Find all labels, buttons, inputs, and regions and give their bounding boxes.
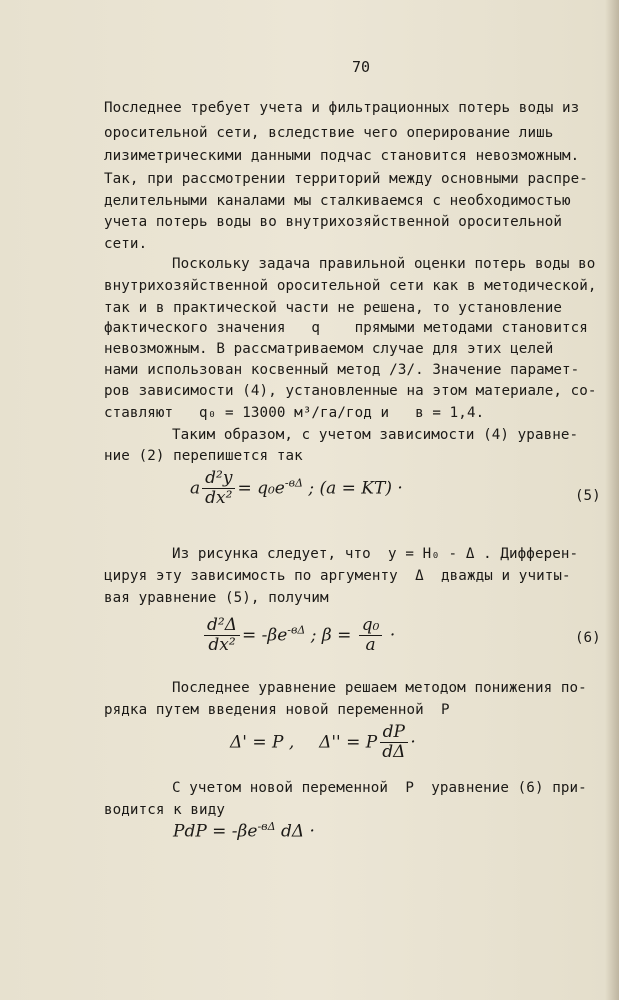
eqfinal-exponent: -вΔ bbox=[257, 820, 276, 833]
eqfinal-lhs: PdP = -βe bbox=[173, 821, 258, 842]
eq6-rhs: = -βe bbox=[241, 625, 288, 646]
eq6-exponent: -вΔ bbox=[287, 623, 306, 637]
text-line: Поскольку задача правильной оценки потерь воды во bbox=[172, 256, 596, 272]
text-line: Последнее требует учета и фильтрационных потерь воды из bbox=[104, 100, 580, 116]
text-line: Так, при рассмотрении территорий между основными распре- bbox=[104, 171, 588, 187]
eqfinal-tail: dΔ · bbox=[280, 821, 315, 842]
page-edge-shadow bbox=[605, 0, 619, 1000]
text-line: ров зависимости (4), установленные на этом материале, со- bbox=[104, 383, 597, 399]
text-line: так и в практической части не решена, то установление bbox=[104, 300, 563, 316]
eq6-tail: · bbox=[389, 625, 396, 646]
eqp-tail: · bbox=[410, 732, 416, 753]
text-line: ние (2) перепишется так bbox=[104, 448, 303, 464]
eq6-mid: ; β = bbox=[310, 625, 352, 646]
text-line: внутрихозяйственной оросительной сети как в методической, bbox=[104, 278, 597, 294]
eq6-denominator: dx² bbox=[208, 634, 236, 655]
text-line: оросительной сети, вследствие чего оперирование лишь bbox=[104, 125, 554, 141]
text-line: Из рисунка следует, что y = H₀ - Δ . Дифферен- bbox=[172, 546, 579, 562]
page-number: 70 bbox=[352, 58, 371, 76]
text-line: учета потерь воды во внутрихозяйственной оросительной bbox=[104, 214, 563, 230]
eq6-fraction bbox=[204, 617, 240, 655]
text-line: цируя эту зависимость по аргументу Δ дважды и учиты- bbox=[104, 568, 571, 584]
text-line: С учетом новой переменной P уравнение (6) при- bbox=[172, 780, 587, 796]
eqp-part-a: Δ' = P , bbox=[230, 732, 295, 753]
equation-5 bbox=[190, 470, 403, 508]
eqp-part-b: Δ'' = P bbox=[319, 732, 378, 753]
text-line: Последнее уравнение решаем методом понижения по- bbox=[172, 680, 587, 696]
eq5-exponent: -вΔ bbox=[284, 476, 303, 490]
text-line: рядка путем введения новой переменной P bbox=[104, 702, 450, 718]
text-line: вая уравнение (5), получим bbox=[104, 590, 329, 606]
text-line: невозможным. В рассматриваемом случае для этих целей bbox=[104, 341, 554, 357]
text-line: Таким образом, с учетом зависимости (4) уравне- bbox=[172, 427, 579, 443]
equation-final bbox=[173, 820, 315, 842]
eq5-numerator: d²y bbox=[202, 470, 235, 489]
eq5-rhs: = q₀e bbox=[237, 478, 285, 499]
equation-6 bbox=[202, 617, 395, 655]
equation-number-6: (6) bbox=[575, 630, 601, 646]
eq5-left: a bbox=[190, 478, 201, 499]
eqp-fraction bbox=[379, 724, 408, 762]
text-line: ставляют q₀ = 13000 м³/га/год и в = 1,4. bbox=[104, 405, 485, 421]
equation-p bbox=[230, 724, 416, 762]
text-line: делительными каналами мы сталкиваемся с необходимостью bbox=[104, 193, 571, 209]
eqp-denominator: dΔ bbox=[382, 741, 406, 762]
text-line: фактического значения q прямыми методами становится bbox=[104, 320, 588, 336]
eq6-beta-denominator: a bbox=[365, 634, 376, 655]
text-line: сети. bbox=[104, 236, 148, 252]
text-line: водится к виду bbox=[104, 802, 225, 818]
eq6-beta-numerator: q₀ bbox=[359, 617, 383, 636]
eq5-fraction bbox=[202, 470, 235, 508]
eq6-beta-fraction bbox=[359, 617, 383, 655]
equation-number-5: (5) bbox=[575, 488, 601, 504]
text-line: лизиметрическими данными подчас становится невозможным. bbox=[104, 148, 580, 164]
eqp-numerator: dP bbox=[380, 724, 408, 743]
eq5-denominator: dx² bbox=[205, 487, 233, 508]
eq5-tail: ; (a = KT) · bbox=[308, 478, 403, 499]
eq6-numerator: d²Δ bbox=[204, 617, 240, 636]
text-line: нами использован косвенный метод /3/. Значение парамет- bbox=[104, 362, 580, 378]
